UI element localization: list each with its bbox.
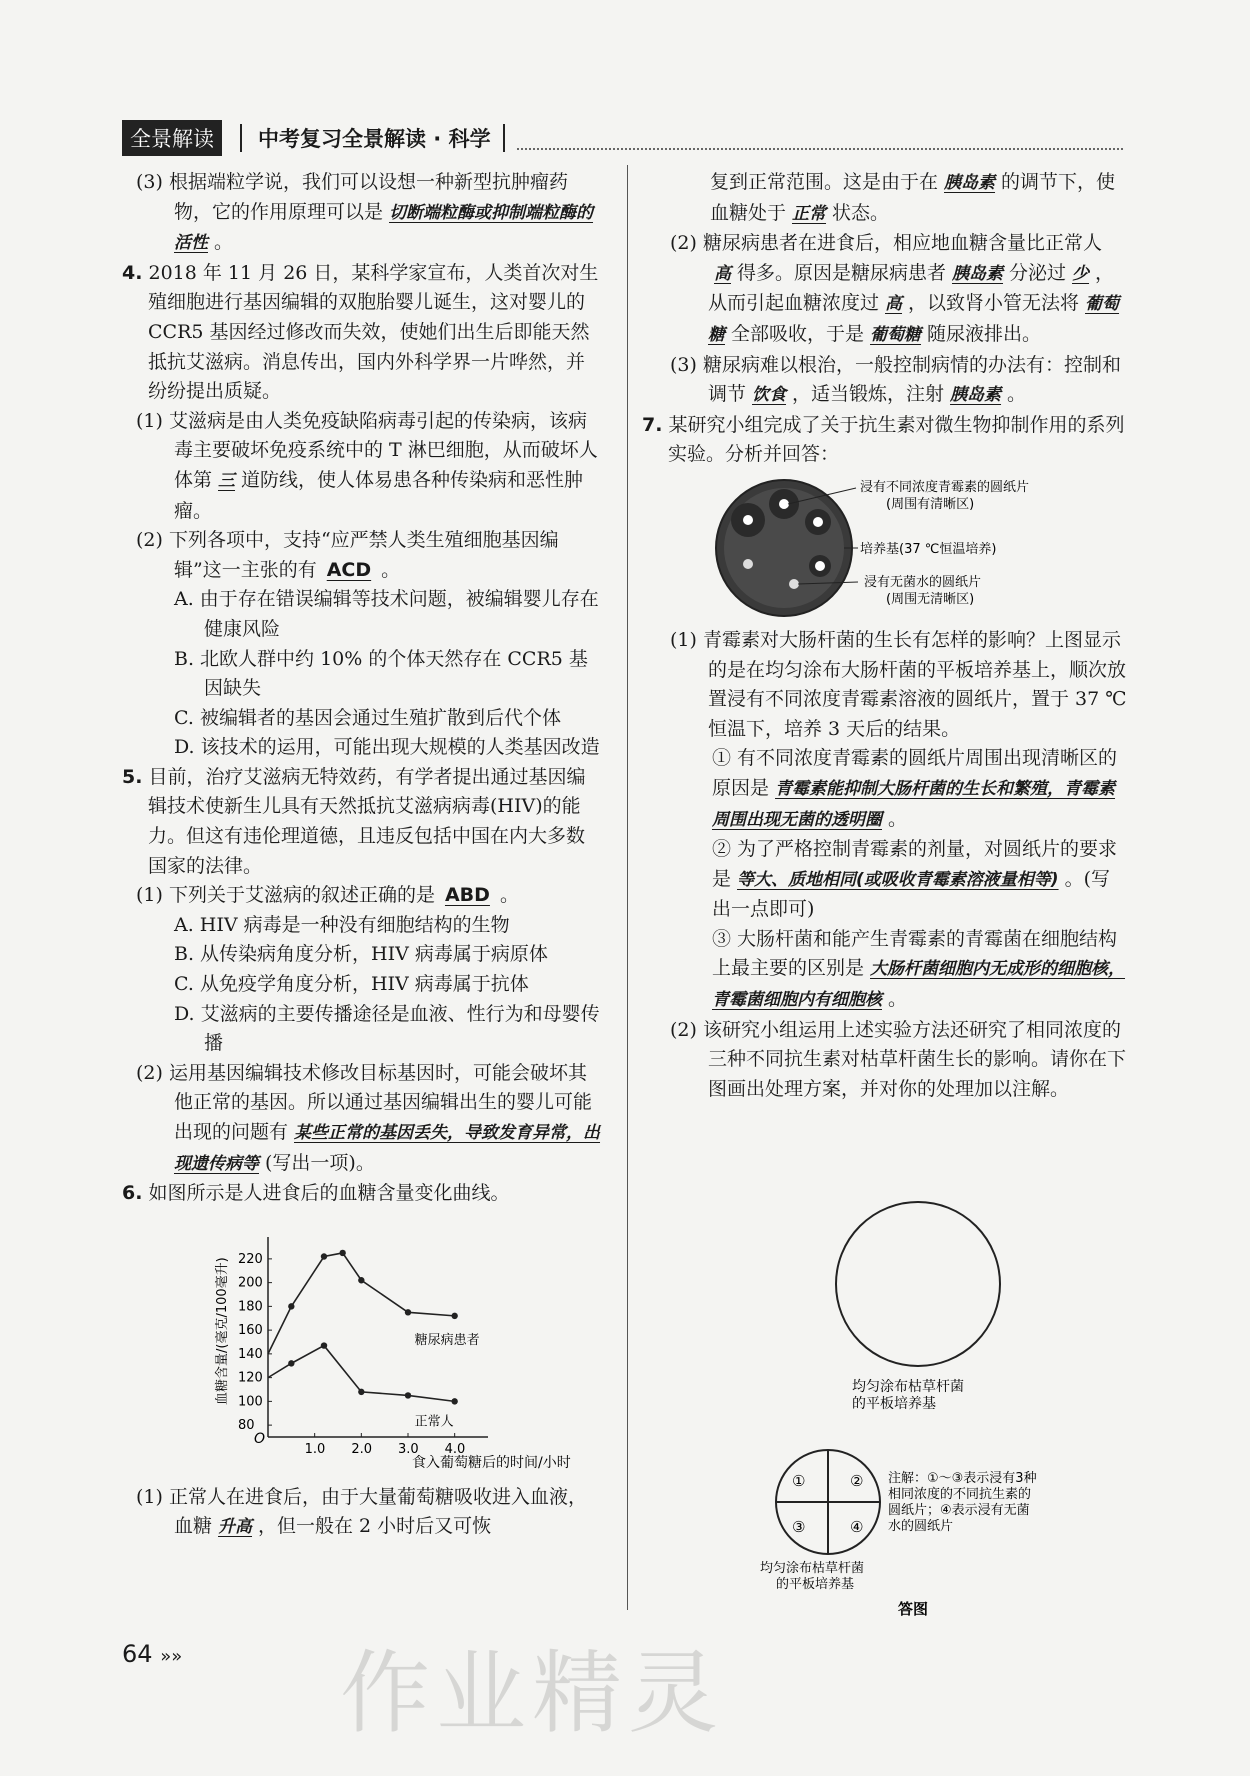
q5-1-answer: ABD	[444, 884, 490, 907]
q4-option: C. 被编辑者的基因会通过生殖扩散到后代个体	[174, 706, 561, 729]
q6-3-answer-1: 饮食	[752, 385, 787, 406]
q7-1: (1) 青霉素对大肠杆菌的生长有怎样的影响？上图显示的是在均匀涂布大肠杆菌的平板培养基上，顺次放置浸有不同浓度青霉素溶液的圆纸片，置于 37 ℃恒温下，培养 3 天后的结果。	[670, 628, 1127, 740]
petri-dish-figure	[708, 474, 1148, 622]
answer-caption-2: 的平板培养基	[776, 1577, 855, 1592]
q6-3-answer-2: 胰岛素	[950, 385, 1002, 406]
data-point	[339, 1250, 345, 1256]
q7-number: 7.	[642, 413, 663, 436]
chart-y-label: 血糖含量/(毫克/100毫升)	[215, 1257, 230, 1405]
data-point	[405, 1392, 411, 1398]
data-point	[451, 1398, 457, 1404]
q5-1: (1) 下列关于艾滋病的叙述正确的是 ABD 。	[136, 884, 519, 907]
x-tick-label: 4.0	[444, 1441, 466, 1457]
dish-label-3b: (周围无清晰区)	[886, 591, 975, 607]
chart-x-label: 食入葡萄糖后的时间/小时	[412, 1454, 571, 1471]
right-column	[642, 168, 1128, 1104]
chart-origin: O	[254, 1430, 266, 1447]
answer-note-1: 注解：①～③表示浸有3种	[888, 1471, 1037, 1486]
q4-1: (1) 艾滋病是由人类免疫缺陷病毒引起的传染病，该病毒主要破坏免疫系统中的 T 淋巴细胞，从而破坏人体第 三 道防线，使人体易患各种传染病和恶性肿瘤。	[136, 409, 598, 522]
q4-option: A. 由于存在错误编辑等技术问题，被编辑婴儿存在健康风险	[174, 588, 599, 640]
x-tick-label: 3.0	[398, 1441, 419, 1457]
q6-1-answer-3: 正常	[792, 203, 827, 224]
question-7: 7. 某研究小组完成了关于抗生素对微生物抑制作用的系列实验。分析并回答：	[642, 413, 1125, 466]
q4-1-answer: 三	[218, 470, 236, 491]
q4-2-answer: ACD	[326, 558, 372, 581]
q6-1-continued: 复到正常范围。这是由于在 胰岛素 的调节下，使血糖处于 正常 状态。	[710, 171, 1116, 224]
chart-series	[268, 1250, 480, 1430]
watermark: 作业精灵	[340, 1641, 724, 1746]
question-6: 6. 如图所示是人进食后的血糖含量变化曲线。	[122, 1182, 510, 1205]
dish-label-2: 培养基(37 ℃恒温培养)	[860, 541, 997, 557]
x-tick-label: 2.0	[351, 1441, 373, 1457]
left-column	[122, 168, 602, 1543]
q4-2: (2) 下列各项中，支持“应严禁人类生殖细胞基因编辑”这一主张的有 ACD 。	[136, 529, 559, 581]
q6-2-answer-5: 葡萄糖	[708, 294, 1120, 345]
y-tick-label: 120	[238, 1370, 263, 1386]
question-4: 4. 2018 年 11 月 26 日，某科学家宣布，人类首次对生殖细胞进行基因编辑的双胞胎婴儿诞生，这对婴儿的 CCR5 基因经过修改而失效，使她们出生后即能天然抵抗艾滋病。消息传出，国内外科学界一片哗然，并纷纷提出质疑。	[122, 261, 599, 403]
data-point	[358, 1277, 364, 1283]
q7-2: (2) 该研究小组运用上述实验方法还研究了相同浓度的三种不同抗生素对枯草杆菌生长的影响。请你在下图画出处理方案，并对你的处理加以注解。	[670, 1018, 1127, 1100]
quadrant-4: ④	[850, 1518, 864, 1536]
water-disc	[789, 579, 799, 589]
y-tick-label: 100	[238, 1394, 263, 1410]
q3-answer: 切断端粒酶或抑制端粒酶的活性	[174, 202, 594, 254]
q5-2-answer: 某些正常的基因丢失，导致发育异常，出现遗传病等	[174, 1123, 601, 1174]
q7-1-2: ② 为了严格控制青霉素的剂量，对圆纸片的要求是 等大、质地相同(或吸收青霉素溶液量相等) 。(写出一点即可)	[712, 838, 1118, 921]
dish-label-3: 浸有无菌水的圆纸片	[864, 574, 982, 590]
header-divider-2	[503, 124, 505, 152]
data-point	[321, 1253, 327, 1259]
data-point	[288, 1303, 294, 1309]
answer-note-4: 水的圆纸片	[888, 1519, 954, 1534]
q6-2: (2) 糖尿病患者在进食后，相应地血糖含量比正常人高 得多。原因是糖尿病患者 胰岛素 分泌过 少 ，从而引起血糖浓度过 高 ，以致肾小管无法将 葡萄糖 全部吸收，于是 葡萄糖 随尿液排出。	[670, 232, 1120, 345]
answer-caption-1: 均匀涂布枯草杆菌	[760, 1561, 865, 1576]
q6-1: (1) 正常人在进食后，由于大量葡萄糖吸收进入血液，血糖 升高 ，但一般在 2 小时后又可恢	[136, 1485, 587, 1538]
y-tick-label: 220	[238, 1251, 263, 1267]
q6-3: (3) 糖尿病难以根治，一般控制病情的办法有：控制和调节 饮食 ，适当锻炼，注射 胰岛素 。	[670, 353, 1121, 406]
y-tick-label: 180	[238, 1299, 263, 1315]
q5-number: 5.	[122, 765, 143, 788]
data-point	[288, 1360, 294, 1366]
quadrant-3: ③	[792, 1518, 806, 1536]
header-divider	[240, 124, 242, 152]
series-label: 正常人	[414, 1414, 454, 1430]
q7-1-1-answer: 青霉素能抑制大肠杆菌的生长和繁殖，青霉素周围出现无菌的透明圈	[712, 778, 1116, 830]
answer-note-2: 相同浓度的不同抗生素的	[888, 1487, 1032, 1502]
data-point	[358, 1388, 364, 1394]
q7-1-3-answer: 大肠杆菌细胞内无成形的细胞核，青霉菌细胞内有细胞核	[712, 959, 1126, 1011]
y-tick-label: 140	[238, 1346, 263, 1362]
header-title: 中考复习全景解读 · 科学	[258, 127, 491, 151]
q5-option: D. 艾滋病的主要传播途径是血液、性行为和母婴传播	[174, 1002, 600, 1055]
page-arrows: »»	[160, 1646, 183, 1667]
q6-2-answer-3: 少	[1072, 263, 1090, 284]
q4-number: 4.	[122, 261, 143, 284]
empty-dish-caption-1: 均匀涂布枯草杆菌	[852, 1379, 964, 1395]
q6-1-answer-2: 胰岛素	[944, 173, 996, 193]
series-label: 糖尿病患者	[414, 1332, 480, 1348]
q6-number: 6.	[122, 1182, 143, 1205]
q7-1-1: ① 有不同浓度青霉素的圆纸片周围出现清晰区的原因是 青霉素能抑制大肠杆菌的生长和繁殖，青霉素周围出现无菌的透明圈 。	[712, 747, 1118, 830]
q6-2-answer-2: 胰岛素	[952, 263, 1004, 284]
water-disc	[743, 559, 753, 569]
q6-2-answer-6: 葡萄糖	[870, 324, 922, 345]
empty-dish-figure	[790, 1194, 1050, 1414]
q4-option: B. 北欧人群中约 10% 的个体天然存在 CCR5 基因缺失	[174, 647, 588, 700]
q5-option: B. 从传染病角度分析，HIV 病毒属于病原体	[174, 943, 548, 966]
quadrant-2: ②	[850, 1472, 864, 1490]
q6-2-answer-1: 高	[714, 263, 731, 284]
answer-figure	[740, 1428, 1160, 1618]
quadrant-1: ①	[792, 1472, 806, 1490]
y-tick-label: 200	[238, 1275, 263, 1291]
blood-sugar-chart	[212, 1215, 632, 1477]
answer-figure-title: 答图	[898, 1600, 929, 1618]
data-point	[321, 1342, 327, 1348]
data-point	[405, 1309, 411, 1315]
question-5: 5. 目前，治疗艾滋病无特效药，有学者提出通过基因编辑技术使新生儿具有天然抵抗艾滋病病毒(HIV)的能力。但这有违伦理道德，且违反包括中国在内大多数国家的法律。	[122, 765, 586, 877]
dish-label-1b: (周围有清晰区)	[886, 496, 975, 512]
empty-dish	[836, 1202, 1000, 1366]
empty-dish-caption-2: 的平板培养基	[852, 1396, 936, 1412]
q5-2: (2) 运用基因编辑技术修改目标基因时，可能会破坏其他正常的基因。所以通过基因编辑出生的婴儿可能出现的问题有 某些正常的基因丢失，导致发育异常，出现遗传病等 (写出一项)。	[136, 1061, 601, 1174]
page-header	[122, 121, 505, 155]
data-point	[451, 1312, 457, 1318]
answer-note-3: 圆纸片；④表示浸有无菌	[888, 1503, 1030, 1518]
q7-1-3: ③ 大肠杆菌和能产生青霉素的青霉菌在细胞结构上最主要的区别是 大肠杆菌细胞内无成形的细胞核，青霉菌细胞内有细胞核 。	[712, 927, 1126, 1011]
page-number: 64 »»	[122, 1640, 183, 1668]
dish-label-1: 浸有不同浓度青霉素的圆纸片	[860, 479, 1030, 495]
q6-1-answer: 升高	[218, 1517, 253, 1538]
q5-option: A. HIV 病毒是一种没有细胞结构的生物	[174, 913, 510, 936]
header-badge: 全景解读	[122, 120, 222, 156]
q6-2-answer-4: 高	[885, 294, 903, 315]
q7-1-2-answer: 等大、质地相同(或吸收青霉素溶液量相等)	[737, 869, 1059, 890]
y-tick-label: 160	[238, 1322, 263, 1338]
y-tick-label: 80	[238, 1417, 255, 1433]
x-tick-label: 1.0	[304, 1441, 326, 1457]
q3-item: (3) 根据端粒学说，我们可以设想一种新型抗肿瘤药物，它的作用原理可以是 切断端粒酶或抑制端粒酶的活性 。	[136, 171, 594, 254]
q5-option: C. 从免疫学角度分析，HIV 病毒属于抗体	[174, 973, 529, 996]
q4-option: D. 该技术的运用，可能出现大规模的人类基因改造	[174, 736, 600, 759]
header-dotted-rule	[517, 148, 1123, 150]
